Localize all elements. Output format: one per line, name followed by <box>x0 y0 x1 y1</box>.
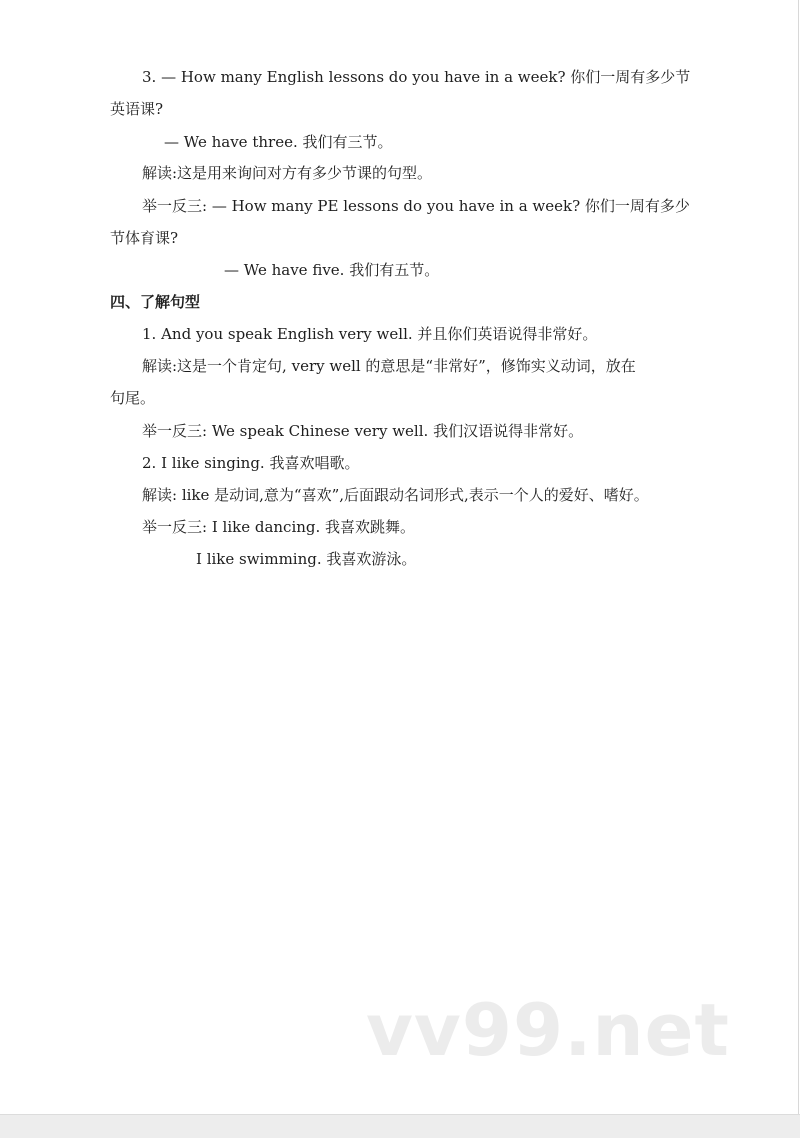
text-line: 节体育课? <box>110 229 179 247</box>
text-line: 1. And you speak English very well. 并且你们英语说得非常好。 <box>142 325 598 343</box>
text-line: 解读:这是用来询问对方有多少节课的句型。 <box>142 164 433 182</box>
text-line: — We have three. 我们有三节。 <box>164 133 393 151</box>
text-line: 句尾。 <box>110 389 156 407</box>
text-line: 举一反三: I like dancing. 我喜欢跳舞。 <box>142 518 416 536</box>
text-line: 解读:这是一个肯定句, very well 的意思是“非常好”，修饰实义动词，放在 <box>142 357 636 375</box>
text-line: 英语课? <box>110 100 164 118</box>
text-line: 解读: like 是动词,意为“喜欢”,后面跟动名词形式,表示一个人的爱好、嗜好。 <box>142 486 649 504</box>
text-line: — We have five. 我们有五节。 <box>224 261 440 279</box>
section-heading: 四、了解句型 <box>110 293 201 311</box>
text-line: 2. I like singing. 我喜欢唱歌。 <box>142 454 360 472</box>
text-line: 举一反三: We speak Chinese very well. 我们汉语说得非常好。 <box>142 422 584 440</box>
watermark: vv99.net <box>366 988 730 1072</box>
text-line: 举一反三: — How many PE lessons do you have in a week? 你们一周有多少 <box>142 197 690 215</box>
text-line: 3. — How many English lessons do you have in a week? 你们一周有多少节 <box>142 68 691 86</box>
text-line: I like swimming. 我喜欢游泳。 <box>196 550 417 568</box>
page-bottom-edge <box>0 1114 800 1138</box>
